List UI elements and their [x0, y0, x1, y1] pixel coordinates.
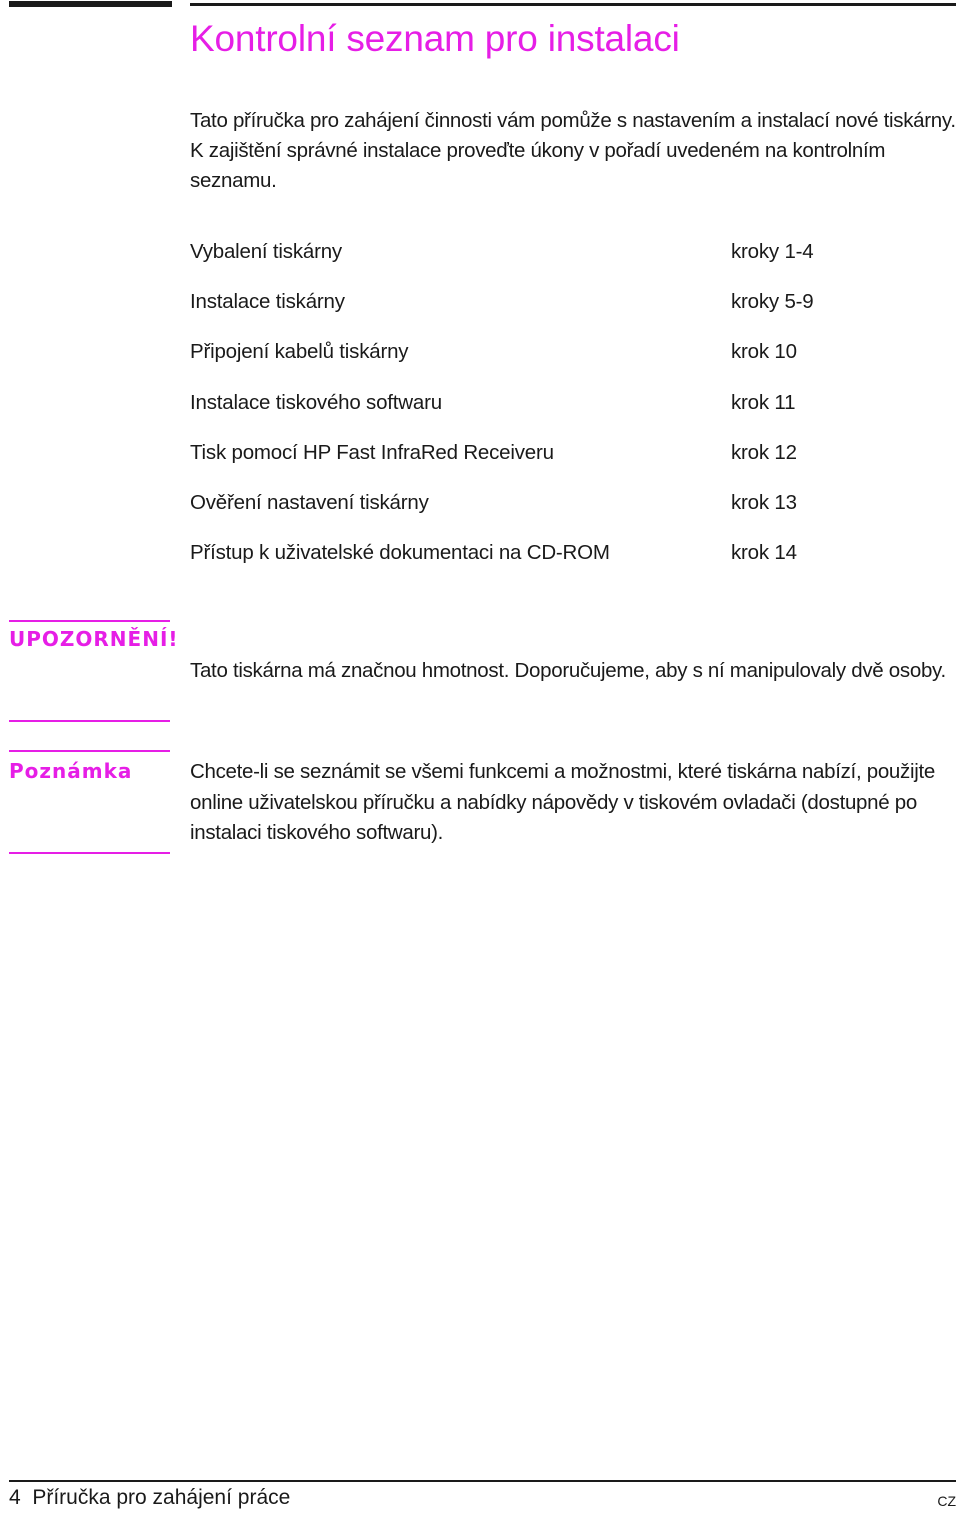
checklist-item: [190, 437, 890, 487]
intro-paragraph: Tato příručka pro zahájení činnosti vám pomůže s nastavením a instalací nové tiskárny. K zajištění správné instalace proveďte úkony v pořadí uvedeném na kontrolním seznamu.: [190, 109, 956, 192]
checklist-step: krok 12: [731, 440, 797, 464]
checklist-task: Vybalení tiskárny: [190, 240, 342, 263]
checklist-item: [190, 487, 890, 537]
warning-text: Tato tiskárna má značnou hmotnost. Doporučujeme, aby s ní manipulovaly dvě osoby.: [190, 659, 946, 682]
footer-language-code: CZ: [937, 1493, 956, 1509]
checklist-task: Instalace tiskového softwaru: [190, 390, 442, 414]
warning-rule-top: [9, 620, 170, 622]
checklist-step: krok 11: [731, 390, 796, 414]
checklist-item: [190, 336, 890, 386]
checklist-task: Připojení kabelů tiskárny: [190, 340, 409, 364]
note-rule-top: [9, 750, 170, 752]
checklist-task: Instalace tiskárny: [190, 290, 345, 314]
footer-page-label: 4 Příručka pro zahájení práce: [9, 1486, 291, 1509]
page-title: Kontrolní seznam pro instalaci: [190, 18, 680, 59]
installation-checklist: [190, 236, 890, 587]
checklist-task: Ověření nastavení tiskárny: [190, 490, 429, 514]
checklist-item: [190, 236, 890, 286]
note-rule-bottom: [9, 852, 170, 854]
checklist-step: krok 13: [731, 490, 797, 514]
header-rule-right: [190, 3, 956, 6]
warning-rule-bottom: [9, 720, 170, 722]
note-label: Poznámka: [9, 759, 133, 783]
note-text: Chcete-li se seznámit se všemi funkcemi a možnostmi, které tiskárna nabízí, použijte online uživatelskou příručku a nabídky nápovědy v tiskovém ovladači (dostupné po instalaci tiskového softwaru).: [190, 760, 935, 844]
checklist-task: Tisk pomocí HP Fast InfraRed Receiveru: [190, 440, 554, 464]
checklist-step: kroky 5-9: [731, 290, 814, 314]
header-rule-left: [9, 1, 172, 7]
footer-rule: [9, 1480, 956, 1482]
warning-label: UPOZORNĚNÍ!: [9, 627, 179, 651]
checklist-step: kroky 1-4: [731, 240, 814, 263]
checklist-item: [190, 537, 890, 587]
checklist-item: [190, 387, 890, 437]
checklist-task: Přístup k uživatelské dokumentaci na CD-ROM: [190, 541, 610, 565]
checklist-item: [190, 286, 890, 336]
checklist-step: krok 14: [731, 541, 797, 565]
checklist-step: krok 10: [731, 340, 797, 364]
